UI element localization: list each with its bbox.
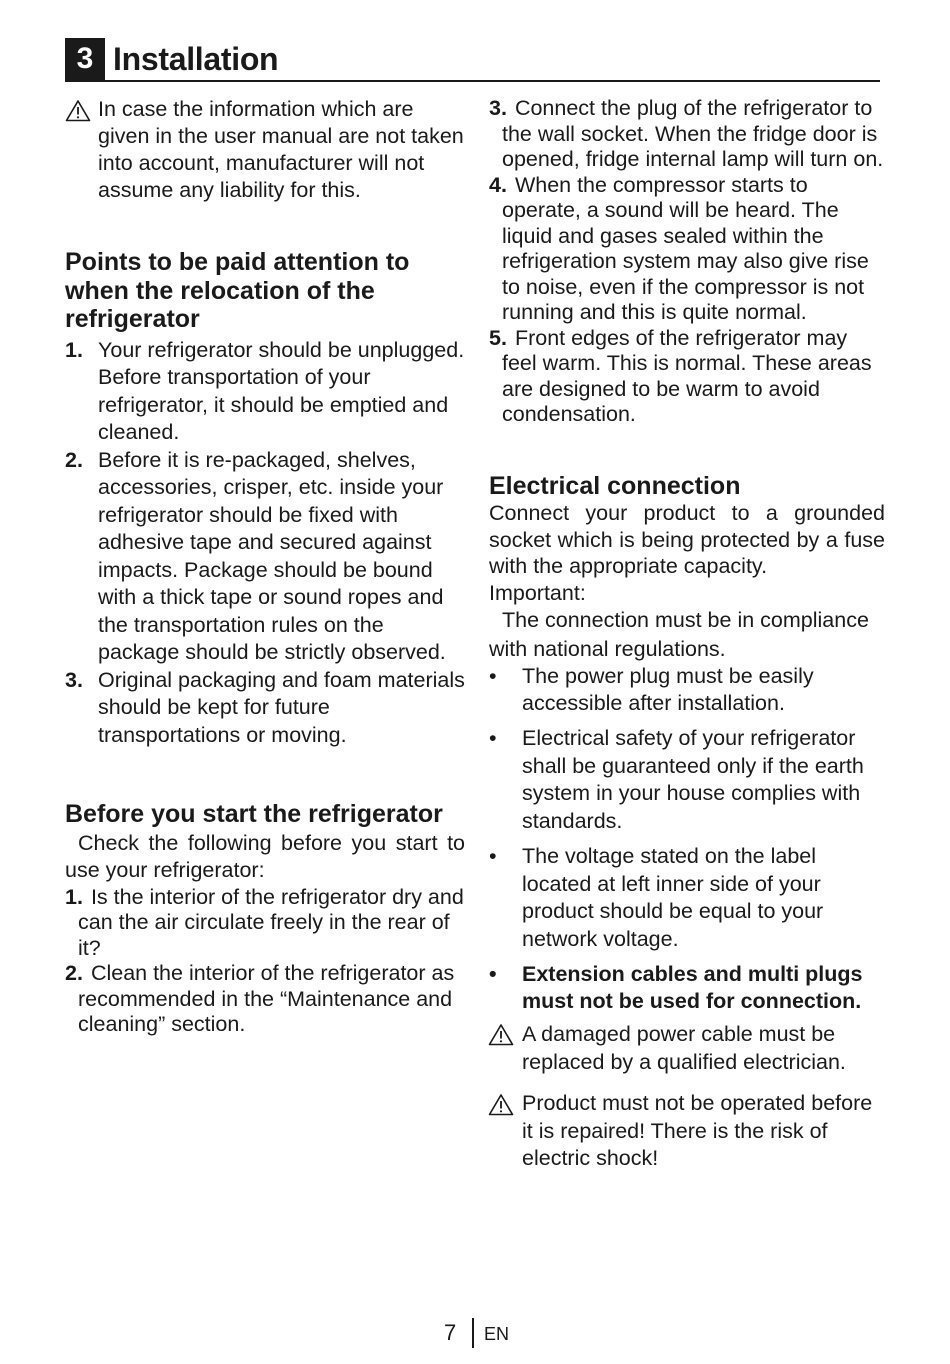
list-item: • Electrical safety of your refrigerator shall be guaranteed only if the earth system in your house complies with standards.	[489, 726, 864, 833]
before-start-intro: Check the following before you start to use your refrigerator:	[65, 830, 465, 882]
footer-divider	[472, 1318, 474, 1348]
list-item: 3. Original packaging and foam materials should be kept for future transportations or moving.	[65, 667, 465, 747]
list-item: 4. When the compressor starts to operate, a sound will be heard. The liquid and gases sealed within the refrigeration system may also give rise to noise, even if the compressor is not running and this is quite normal.	[489, 172, 869, 324]
liability-warning-text: In case the information which are given in the user manual are not taken into account, manufacturer will not assume any liability for this.	[98, 97, 464, 202]
electrical-bullets	[489, 663, 885, 1014]
warning-triangle-icon	[65, 99, 91, 122]
relocation-list	[65, 337, 465, 750]
list-item: • The power plug must be easily accessible after installation.	[489, 664, 814, 715]
page-footer	[0, 1318, 950, 1348]
liability-warning	[65, 96, 465, 204]
warning-triangle-icon	[488, 1023, 514, 1046]
important-text: The connection must be in compliance with national regulations.	[489, 608, 869, 661]
warning-triangle-icon	[488, 1093, 514, 1116]
page-number: 7	[444, 1320, 457, 1345]
right-column	[489, 96, 885, 1173]
electrical-intro: Connect your product to a grounded socket which is being protected by a fuse with the appropriate capacity.	[489, 501, 885, 578]
chapter-header	[65, 38, 880, 82]
list-item: 2. Clean the interior of the refrigerator as recommended in the “Maintenance and cleaning” section.	[65, 961, 455, 1036]
list-item: 2. Before it is re-packaged, shelves, accessories, crisper, etc. inside your refrigerator should be fixed with adhesive tape and secured against impacts. Package should be bound with a thick tape or sound ropes and the transportation rules on the package should be strictly observed.	[65, 447, 446, 664]
list-item: 1. Is the interior of the refrigerator dry and can the air circulate freely in the rear of it?	[65, 884, 464, 960]
list-item: • The voltage stated on the label located at left inner side of your product should be equal to your network voltage.	[489, 844, 824, 951]
list-item: 3. Connect the plug of the refrigerator to the wall socket. When the fridge door is opened, fridge internal lamp will turn on.	[489, 96, 884, 171]
list-item: 1. Your refrigerator should be unplugged. Before transportation of your refrigerator, it should be emptied and cleaned.	[65, 337, 465, 444]
list-item: • Extension cables and multi plugs must not be used for connection.	[489, 962, 863, 1013]
chapter-title: Installation	[113, 41, 279, 77]
cable-warning	[489, 1020, 885, 1076]
cable-warning-text: A damaged power cable must be replaced by a qualified electrician.	[522, 1022, 846, 1074]
repair-warning-text: Product must not be operated before it is repaired! There is the risk of electric shock!	[522, 1091, 873, 1170]
chapter-number: 3	[65, 38, 105, 80]
left-column	[65, 96, 465, 1038]
startup-list	[489, 96, 885, 428]
relocation-heading: Points to be paid attention to when the relocation of the refrigerator	[65, 248, 410, 333]
important-label: Important:	[489, 580, 586, 605]
electrical-heading: Electrical connection	[489, 471, 741, 500]
before-start-heading: Before you start the refrigerator	[65, 800, 443, 828]
list-item: 5. Front edges of the refrigerator may feel warm. This is normal. These areas are designed to be warm to avoid condensation.	[489, 325, 872, 426]
repair-warning	[489, 1090, 885, 1173]
page-language: EN	[484, 1324, 510, 1344]
before-start-list	[65, 885, 465, 1038]
